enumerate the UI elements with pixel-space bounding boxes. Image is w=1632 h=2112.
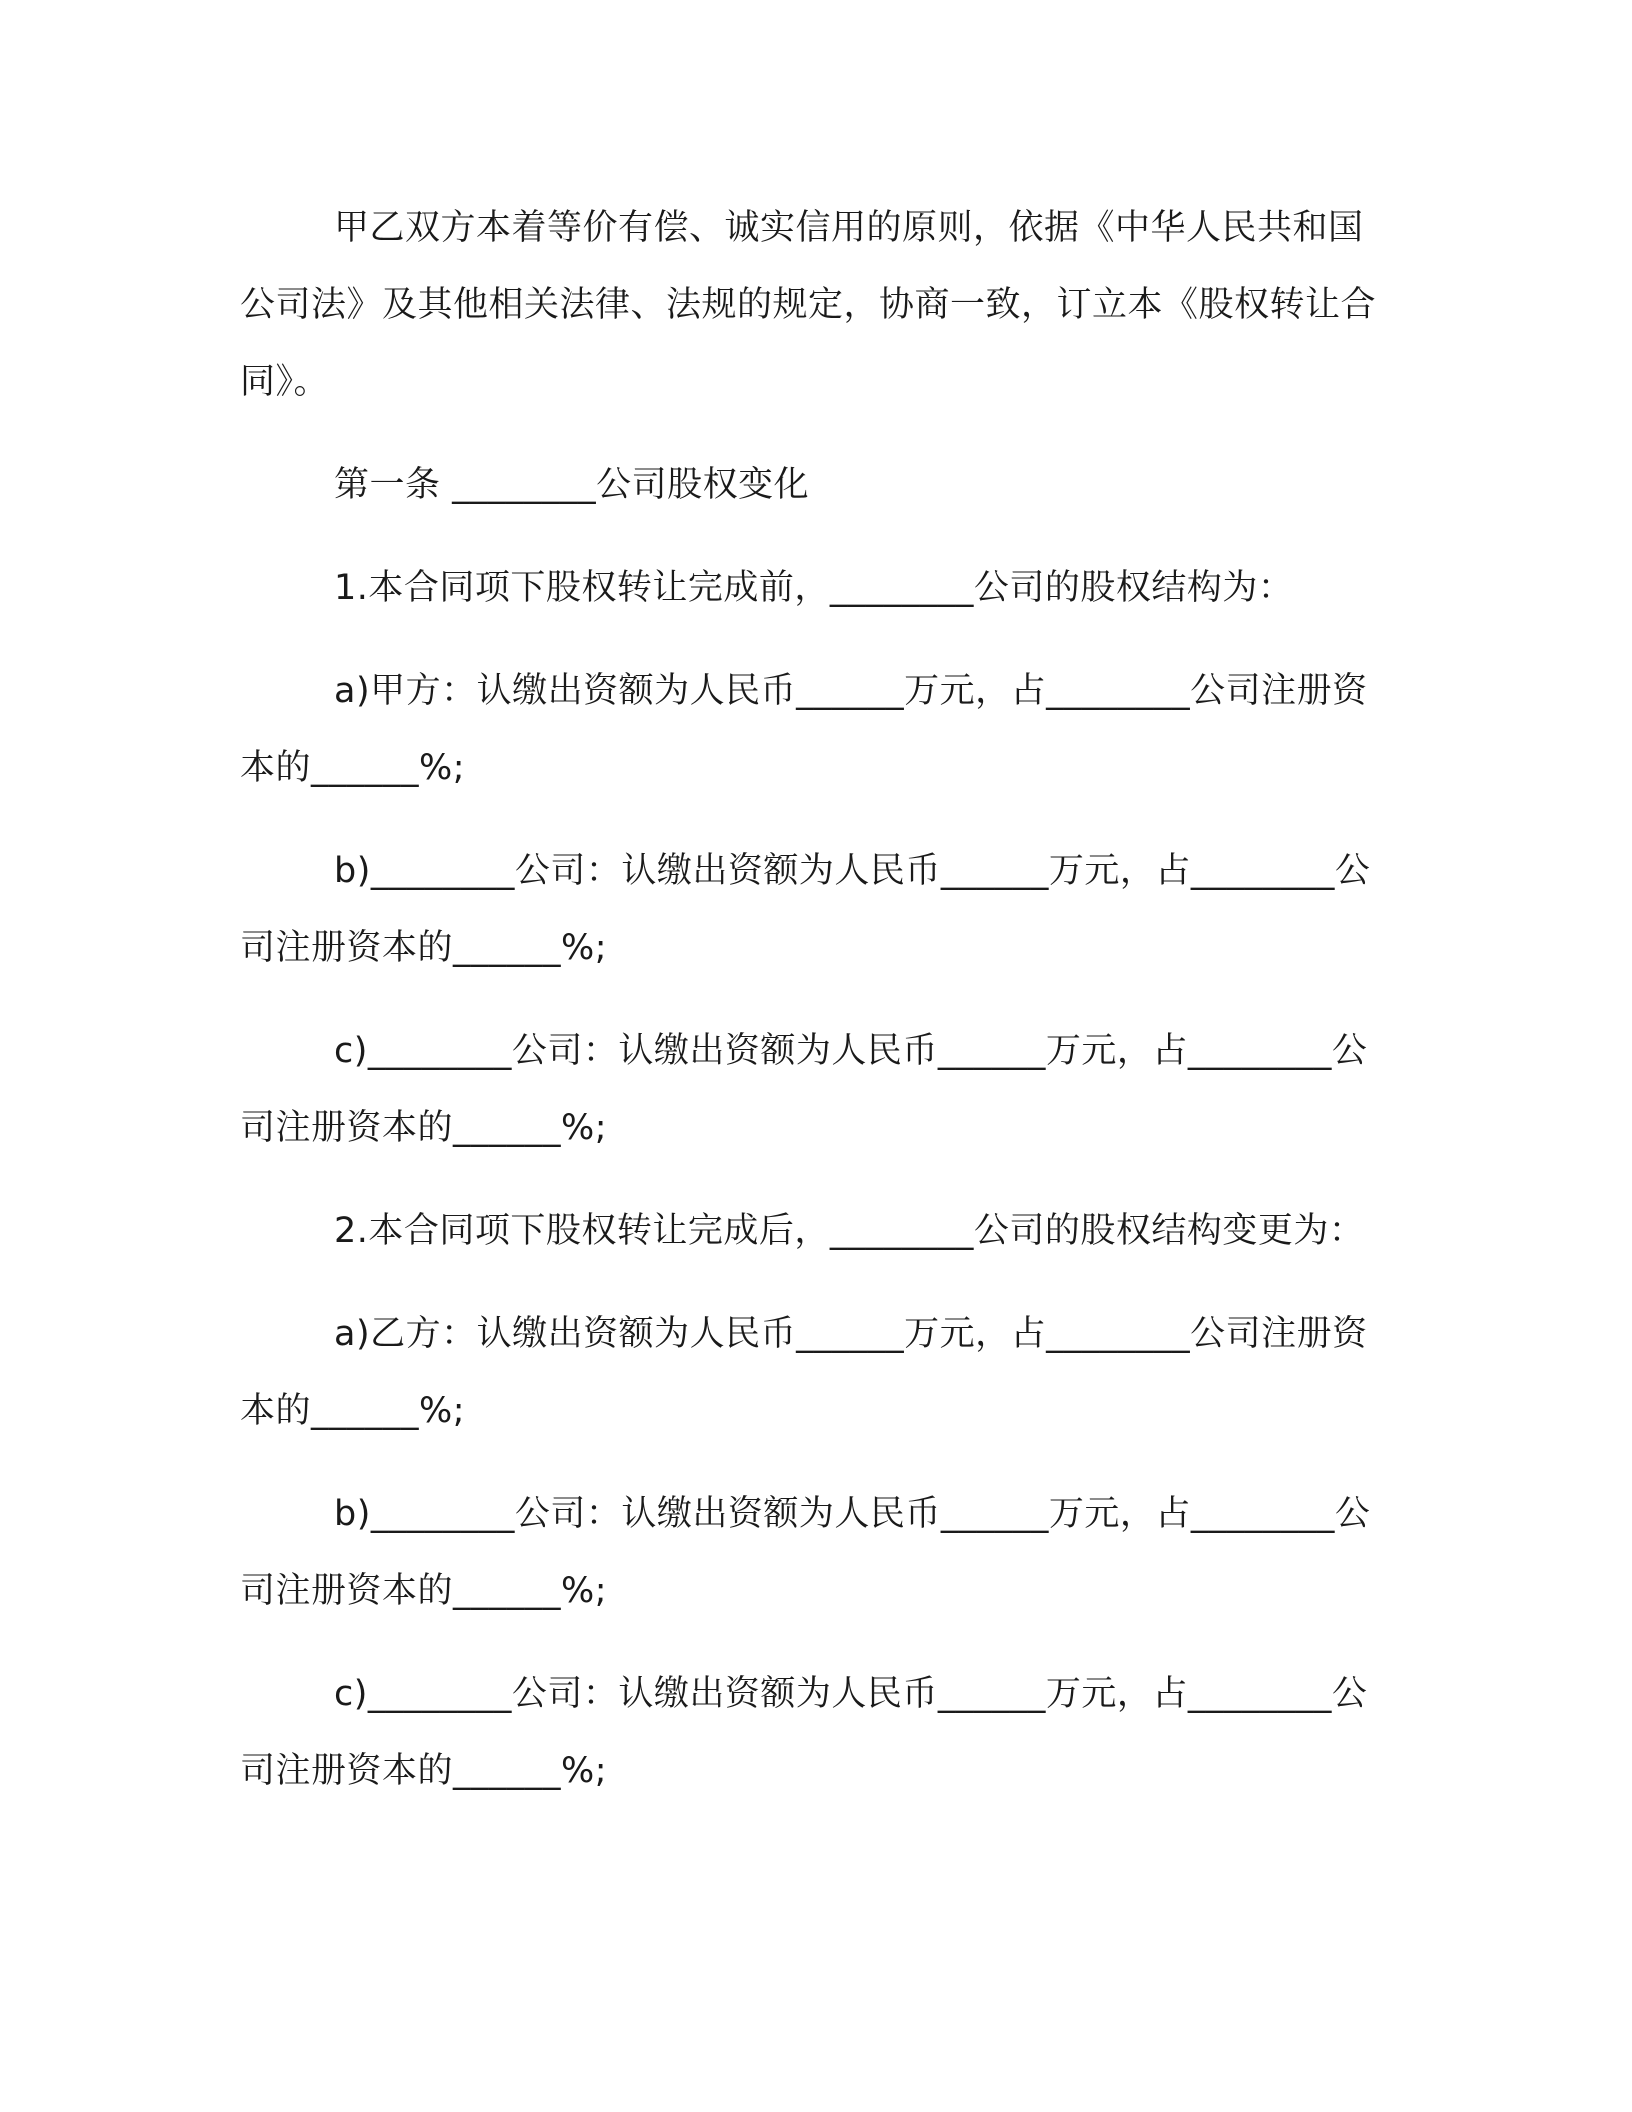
clause-1-before-transfer: 1.本合同项下股权转让完成前，________公司的股权结构为：	[334, 568, 1294, 608]
clause-2a-party-b: a)乙方：认缴出资额为人民币______万元，占________公司注册资本的______%;	[240, 1314, 1368, 1431]
article-one-heading: 第一条 ________公司股权变化	[334, 465, 810, 505]
intro-paragraph: 甲乙双方本着等价有偿、诚实信用的原则，依据《中华人民共和国公司法》及其他相关法律、法规的规定，协商一致，订立本《股权转让合同》。	[240, 208, 1377, 402]
clause-1c-company: c)________公司：认缴出资额为人民币______万元，占________公司注册资本的______%;	[240, 1031, 1368, 1148]
clause-2-after-transfer: 2.本合同项下股权转让完成后，________公司的股权结构变更为：	[334, 1211, 1365, 1251]
document-body	[240, 190, 1392, 1836]
clause-1b-company: b)________公司：认缴出资额为人民币______万元，占________公司注册资本的______%;	[240, 851, 1371, 968]
clause-2c-company: c)________公司：认缴出资额为人民币______万元，占________公司注册资本的______%;	[240, 1674, 1368, 1791]
clause-1a-party-a: a)甲方：认缴出资额为人民币______万元，占________公司注册资本的______%;	[240, 671, 1368, 788]
clause-2b-company: b)________公司：认缴出资额为人民币______万元，占________公司注册资本的______%;	[240, 1494, 1371, 1611]
